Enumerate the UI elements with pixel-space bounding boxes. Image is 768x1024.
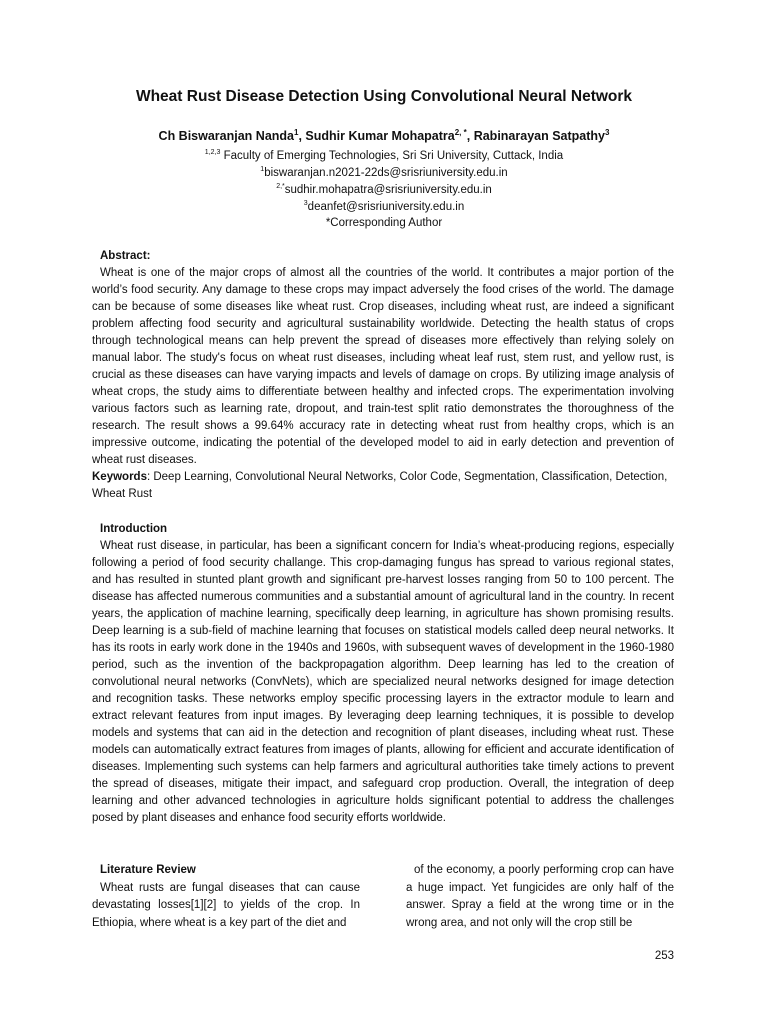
introduction-section	[92, 521, 674, 827]
literature-heading: Literature Review	[100, 864, 196, 876]
author-sup: 3	[605, 128, 610, 137]
affiliation-sup: 1,2,3	[204, 149, 221, 156]
affiliation-text: Faculty of Emerging Technologies, Sri Sri University, Cuttack, India	[220, 149, 564, 162]
literature-right-column	[406, 862, 674, 932]
email-sup: 2,*	[276, 183, 285, 190]
page-number: 253	[654, 950, 674, 962]
email-line	[0, 183, 768, 196]
author-sup: 1	[294, 128, 299, 137]
email-line	[0, 200, 768, 213]
keywords	[92, 469, 674, 503]
email-text: biswaranjan.n2021-22ds@srisriuniversity.edu.in	[264, 166, 508, 179]
email-text: sudhir.mohapatra@srisriuniversity.edu.in	[284, 183, 492, 196]
literature-left-text: Wheat rusts are fungal diseases that can cause devastating losses[1][2] to yields of the crop. In Ethiopia, where wheat is a key part of the diet and	[92, 881, 360, 929]
abstract-heading: Abstract:	[100, 250, 151, 262]
email-sup: 3	[303, 200, 308, 207]
abstract-text: Wheat is one of the major crops of almost all the countries of the world. It contributes a major portion of the world’s food security. Any damage to these crops may impact adversely the food crises of the world. The damage can be because of some diseases like wheat rust. Crop diseases, including wheat rust, are indeed a significant problem affecting food security and agricultural sustainability worldwide. Detecting the health status of crops through technological means can help prevent the spread of diseases more effectively than relying solely on manual labor. The study's focus on wheat rust diseases, including wheat leaf rust, stem rust, and yellow rust, is crucial as these diseases can have varying impacts and levels of damage on crops. By utilizing image analysis of wheat crops, the study aims to differentiate between healthy and infected crops. The experimentation involving various factors such as learning rate, dropout, and train-test split ratio demonstrates the thoroughness of the research. The result shows a 99.64% accuracy rate in detecting wheat rust from healthy crops, which is an impressive outcome, indicating the potential of the developed model to aid in early detection and prevention of wheat rust diseases.	[92, 267, 674, 466]
author-name: Sudhir Kumar Mohapatra	[305, 129, 455, 144]
email-line	[0, 166, 768, 179]
introduction-heading: Introduction	[100, 523, 168, 535]
keywords-text: : Deep Learning, Convolutional Neural Networks, Color Code, Segmentation, Classification, Detection, Wheat Rust	[92, 471, 668, 500]
corresponding-author: *Corresponding Author	[325, 217, 443, 229]
introduction-text: Wheat rust disease, in particular, has been a significant concern for India’s wheat-producing regions, especially following a period of food security challange. This crop-damaging fungus has spread to various regional states, and has resulted in stunted plant growth and significant pre-harvest losses ranging from 50 to 100 percent. The disease has affected numerous communities and a substantial amount of agricultural land in the country. In recent years, the application of machine learning, specifically deep learning, in agriculture has shown promising results. Deep learning is a sub-field of machine learning that focuses on statistical models called deep neural networks. It has its roots in early work done in the 1940s and 1960s, with subsequent waves of development in the 1960-1980 period, such as the invention of the backpropagation algorithm. Deep learning has led to the creation of convolutional neural networks (ConvNets), which are specialized neural networks designed for image detection and recognition tasks. These networks employ specific processing layers in the extractor module to learn and extract relevant features from input images. By leveraging deep learning techniques, it is possible to develop models and systems that can aid in the detection and recognition of plant diseases, including wheat rust. These models can automatically extract features from images of plants, allowing for efficient and accurate identification of diseases. Implementing such systems can help farmers and agricultural authorities take timely actions to prevent the spread of diseases, mitigate their impact, and safeguard crop production. Overall, the integration of deep learning and other advanced technologies in agriculture holds significant potential to address the challenges posed by plant diseases and enhance food security efforts worldwide.	[92, 540, 674, 824]
email-sup: 1	[260, 166, 265, 173]
keywords-label: Keywords	[92, 471, 147, 483]
literature-right-text: of the economy, a poorly performing crop can have a huge impact. Yet fungicides are only half of the answer. Spray a field at the wrong time or in the wrong area, and not only will the crop still be	[406, 864, 674, 929]
paper-title: Wheat Rust Disease Detection Using Convolutional Neural Network	[135, 88, 633, 105]
affiliation	[0, 149, 768, 162]
literature-left-column	[92, 862, 360, 932]
author-name: Rabinarayan Satpathy	[473, 129, 605, 144]
author-sup: 2, *	[454, 128, 467, 137]
author-name: Ch Biswaranjan Nanda	[158, 129, 294, 144]
email-text: deanfet@srisriuniversity.edu.in	[307, 200, 465, 213]
author-list: Ch Biswaranjan Nanda$^1$, Sudhir Kumar Mohapatra$^{2, *}$, Rabinarayan Satpathy$^3$	[158, 128, 610, 144]
abstract-section	[92, 248, 674, 503]
